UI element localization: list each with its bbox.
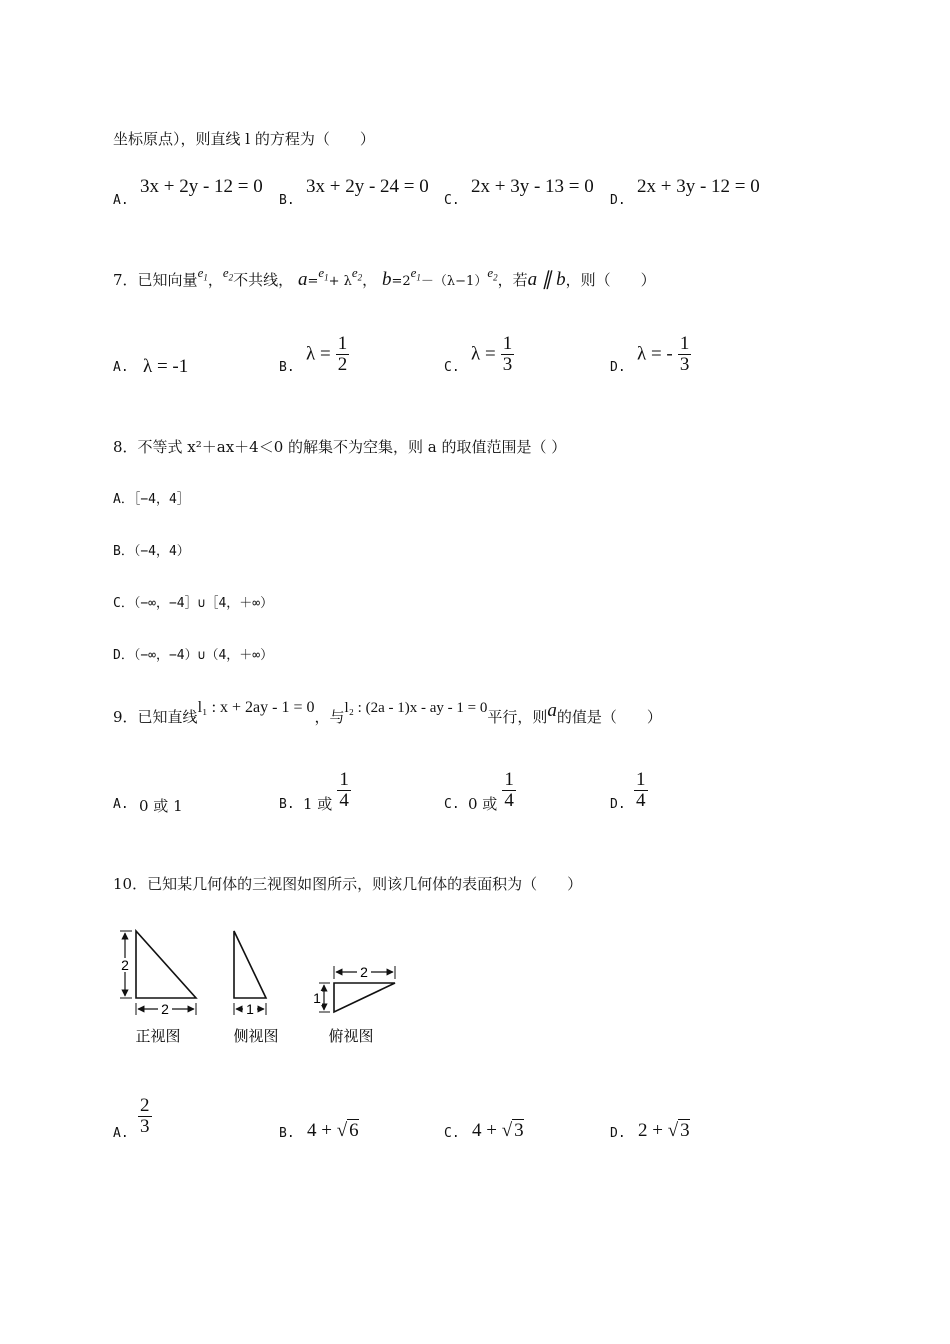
q10-option-b: 4 + √ 6 bbox=[307, 1120, 359, 1141]
q6-option-b: 3x + 2y - 24 = 0 bbox=[306, 176, 429, 197]
q10-option-d-label: D. bbox=[610, 1126, 626, 1141]
top-height-label: 1 bbox=[313, 990, 321, 1006]
q7-stem: 7．已知向量$e_1$，$e_2$不共线， $a=e_1+ \lambda e_2$， $b=2e_1-(\lambda-1)e_2$，若a ∥ b，则（ ） bbox=[113, 265, 656, 290]
q10-option-b-label: B. bbox=[279, 1126, 295, 1141]
q7-option-d: λ = - $\frac{1}{3}$ bbox=[637, 333, 690, 375]
q6-option-d-label: D. bbox=[610, 193, 626, 208]
q8-option-d: D．（−∞，−4）∪（4，＋∞） bbox=[113, 648, 274, 663]
side-view bbox=[233, 931, 278, 1045]
top-view-caption: 俯视图 bbox=[328, 1027, 374, 1045]
q9-stem: 9．已知直线l₁ : x + 2ay - 1 = 0，与l₂ : (2a - 1)x - ay - 1 = 0平行，则a的值是（ ） bbox=[113, 699, 662, 726]
top-view bbox=[312, 964, 395, 1045]
q6-option-b-label: B. bbox=[279, 193, 295, 208]
top-width-label: 2 bbox=[360, 964, 368, 980]
side-width-label: 1 bbox=[246, 1001, 254, 1017]
q9-option-b: 1 或 $\frac{1}{4}$ bbox=[303, 769, 349, 813]
q9-option-c-label: C. bbox=[444, 797, 460, 812]
q7-option-c: λ = $\frac{1}{3}$ bbox=[471, 333, 513, 375]
q9-option-d-label: D. bbox=[610, 797, 626, 812]
side-view-caption: 侧视图 bbox=[233, 1027, 279, 1045]
q10-option-a: $\frac{2}{3}$ bbox=[140, 1095, 150, 1137]
q9-option-a: 0 或 1 bbox=[139, 797, 183, 815]
q6-option-d: 2x + 3y - 12 = 0 bbox=[637, 176, 760, 197]
front-width-label: 2 bbox=[161, 1001, 169, 1017]
q9-option-b-label: B. bbox=[279, 797, 295, 812]
q9-option-a-label: A. bbox=[113, 797, 129, 812]
three-view-figure bbox=[110, 925, 420, 1055]
q7-option-d-label: D. bbox=[610, 360, 626, 375]
front-view-caption: 正视图 bbox=[135, 1027, 181, 1045]
q9-option-c: 0 或 $\frac{1}{4}$ bbox=[468, 769, 514, 813]
q7-option-b-label: B. bbox=[279, 360, 295, 375]
q7-option-c-label: C. bbox=[444, 360, 460, 375]
q8-option-a: A．［−4，4］ bbox=[113, 492, 190, 507]
q7-option-b: λ = $\frac{1}{2}$ bbox=[306, 333, 348, 375]
q10-option-c: 4 + √ 3 bbox=[472, 1120, 524, 1141]
q8-option-c: C．（−∞，−4］∪［4，＋∞） bbox=[113, 596, 274, 611]
front-height-label: 2 bbox=[121, 957, 129, 973]
q10-option-d: 2 + √ 3 bbox=[638, 1120, 690, 1141]
q7-option-a-label: A. bbox=[113, 360, 129, 375]
q6-option-c-label: C. bbox=[444, 193, 460, 208]
front-view bbox=[118, 931, 196, 1045]
q7-option-a: λ = -1 bbox=[143, 356, 189, 377]
q6-option-c: 2x + 3y - 13 = 0 bbox=[471, 176, 594, 197]
q10-option-a-label: A. bbox=[113, 1126, 129, 1141]
q8-option-b: B．（−4，4） bbox=[113, 544, 190, 559]
q6-option-a-label: A. bbox=[113, 193, 129, 208]
q9-option-d: $\frac{1}{4}$ bbox=[636, 769, 646, 811]
q8-stem: 8．不等式 x²＋ax＋4＜0 的解集不为空集，则 a 的取值范围是（ ） bbox=[113, 438, 567, 456]
q10-stem: 10．已知某几何体的三视图如图所示，则该几何体的表面积为（ ） bbox=[113, 875, 583, 893]
q6-tail: 坐标原点），则直线 l 的方程为（ ） bbox=[113, 130, 375, 148]
q6-option-a: 3x + 2y - 12 = 0 bbox=[140, 176, 263, 197]
q10-option-c-label: C. bbox=[444, 1126, 460, 1141]
